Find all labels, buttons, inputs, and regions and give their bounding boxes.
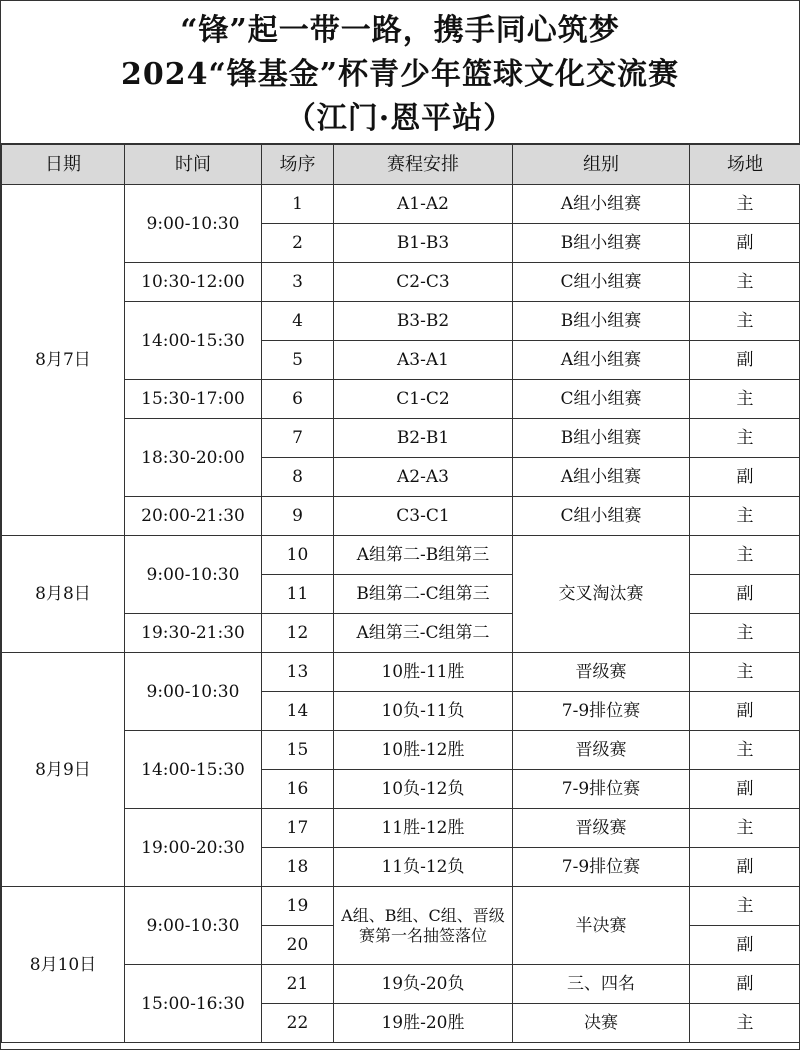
group-cell: 晋级赛 [513, 653, 690, 692]
time-cell: 19:00-20:30 [125, 809, 262, 887]
game-number-cell: 6 [262, 380, 334, 419]
court-cell: 主 [690, 263, 800, 302]
group-cell: B组小组赛 [513, 419, 690, 458]
game-number-cell: 17 [262, 809, 334, 848]
table-row [2, 185, 800, 224]
game-number-cell: 19 [262, 887, 334, 926]
title-line-2: 2024“锋基金”杯青少年篮球文化交流赛 [120, 57, 679, 92]
schedule-cell: C1-C2 [334, 380, 513, 419]
group-cell: 7-9排位赛 [513, 848, 690, 887]
time-cell: 9:00-10:30 [125, 887, 262, 965]
game-number-cell: 16 [262, 770, 334, 809]
court-cell: 主 [690, 614, 800, 653]
group-cell: B组小组赛 [513, 224, 690, 263]
court-cell: 副 [690, 692, 800, 731]
date-cell: 8月10日 [2, 887, 125, 1043]
schedule-cell: B组第二-C组第三 [334, 575, 513, 614]
group-cell: A组小组赛 [513, 185, 690, 224]
schedule-cell: C2-C3 [334, 263, 513, 302]
schedule-cell: 11胜-12胜 [334, 809, 513, 848]
court-cell: 主 [690, 887, 800, 926]
schedule-cell: A组第三-C组第二 [334, 614, 513, 653]
time-cell: 19:30-21:30 [125, 614, 262, 653]
table-header-row [2, 145, 800, 185]
schedule-cell: 10胜-12胜 [334, 731, 513, 770]
schedule-cell: C3-C1 [334, 497, 513, 536]
court-cell: 副 [690, 224, 800, 263]
court-cell: 副 [690, 926, 800, 965]
game-number-cell: 13 [262, 653, 334, 692]
game-number-cell: 2 [262, 224, 334, 263]
group-cell: A组小组赛 [513, 341, 690, 380]
table-body [2, 185, 800, 1043]
game-number-cell: 7 [262, 419, 334, 458]
date-cell: 8月8日 [2, 536, 125, 653]
schedule-cell: 19胜-20胜 [334, 1004, 513, 1043]
title-line-1: “锋”起一带一路，携手同心筑梦 [180, 13, 620, 48]
title-line-3: （江门·恩平站） [285, 101, 515, 136]
date-cell: 8月9日 [2, 653, 125, 887]
group-cell: 决赛 [513, 1004, 690, 1043]
group-cell: 三、四名 [513, 965, 690, 1004]
court-cell: 主 [690, 536, 800, 575]
schedule-cell: B1-B3 [334, 224, 513, 263]
group-cell: 7-9排位赛 [513, 692, 690, 731]
header-date: 日期 [2, 145, 125, 185]
header-court: 场地 [690, 145, 800, 185]
table-row [2, 536, 800, 575]
time-cell: 20:00-21:30 [125, 497, 262, 536]
court-cell: 主 [690, 185, 800, 224]
time-cell: 9:00-10:30 [125, 185, 262, 263]
game-number-cell: 21 [262, 965, 334, 1004]
court-cell: 主 [690, 380, 800, 419]
court-cell: 副 [690, 458, 800, 497]
group-cell: 交叉淘汰赛 [513, 536, 690, 653]
court-cell: 主 [690, 302, 800, 341]
court-cell: 主 [690, 1004, 800, 1043]
schedule-cell: 11负-12负 [334, 848, 513, 887]
schedule-cell: B3-B2 [334, 302, 513, 341]
court-cell: 副 [690, 341, 800, 380]
time-cell: 18:30-20:00 [125, 419, 262, 497]
group-cell: C组小组赛 [513, 380, 690, 419]
court-cell: 主 [690, 809, 800, 848]
schedule-cell: 19负-20负 [334, 965, 513, 1004]
court-cell: 副 [690, 848, 800, 887]
schedule-cell: B2-B1 [334, 419, 513, 458]
group-cell: 晋级赛 [513, 809, 690, 848]
time-cell: 15:00-16:30 [125, 965, 262, 1043]
title-block [1, 1, 799, 144]
court-cell: 副 [690, 770, 800, 809]
schedule-cell: A组、B组、C组、晋级赛第一名抽签落位 [334, 887, 513, 965]
game-number-cell: 4 [262, 302, 334, 341]
court-cell: 副 [690, 575, 800, 614]
table-row [2, 887, 800, 926]
time-cell: 10:30-12:00 [125, 263, 262, 302]
game-number-cell: 3 [262, 263, 334, 302]
schedule-cell: A2-A3 [334, 458, 513, 497]
schedule-cell: 10负-12负 [334, 770, 513, 809]
group-cell: 7-9排位赛 [513, 770, 690, 809]
schedule-cell: A1-A2 [334, 185, 513, 224]
game-number-cell: 1 [262, 185, 334, 224]
game-number-cell: 22 [262, 1004, 334, 1043]
time-cell: 9:00-10:30 [125, 536, 262, 614]
schedule-cell: A3-A1 [334, 341, 513, 380]
time-cell: 15:30-17:00 [125, 380, 262, 419]
table-row [2, 653, 800, 692]
game-number-cell: 9 [262, 497, 334, 536]
header-group: 组别 [513, 145, 690, 185]
group-cell: 晋级赛 [513, 731, 690, 770]
game-number-cell: 8 [262, 458, 334, 497]
game-number-cell: 11 [262, 575, 334, 614]
header-game-no: 场序 [262, 145, 334, 185]
court-cell: 主 [690, 653, 800, 692]
schedule-cell: 10胜-11胜 [334, 653, 513, 692]
game-number-cell: 5 [262, 341, 334, 380]
date-cell: 8月7日 [2, 185, 125, 536]
game-number-cell: 20 [262, 926, 334, 965]
time-cell: 14:00-15:30 [125, 302, 262, 380]
court-cell: 主 [690, 497, 800, 536]
group-cell: A组小组赛 [513, 458, 690, 497]
group-cell: C组小组赛 [513, 497, 690, 536]
group-cell: B组小组赛 [513, 302, 690, 341]
game-number-cell: 12 [262, 614, 334, 653]
game-number-cell: 10 [262, 536, 334, 575]
group-cell: 半决赛 [513, 887, 690, 965]
court-cell: 主 [690, 419, 800, 458]
schedule-cell: A组第二-B组第三 [334, 536, 513, 575]
header-time: 时间 [125, 145, 262, 185]
schedule-cell: 10负-11负 [334, 692, 513, 731]
time-cell: 9:00-10:30 [125, 653, 262, 731]
header-schedule: 赛程安排 [334, 145, 513, 185]
game-number-cell: 14 [262, 692, 334, 731]
schedule-table [1, 144, 800, 1043]
court-cell: 主 [690, 731, 800, 770]
game-number-cell: 15 [262, 731, 334, 770]
court-cell: 副 [690, 965, 800, 1004]
time-cell: 14:00-15:30 [125, 731, 262, 809]
game-number-cell: 18 [262, 848, 334, 887]
group-cell: C组小组赛 [513, 263, 690, 302]
